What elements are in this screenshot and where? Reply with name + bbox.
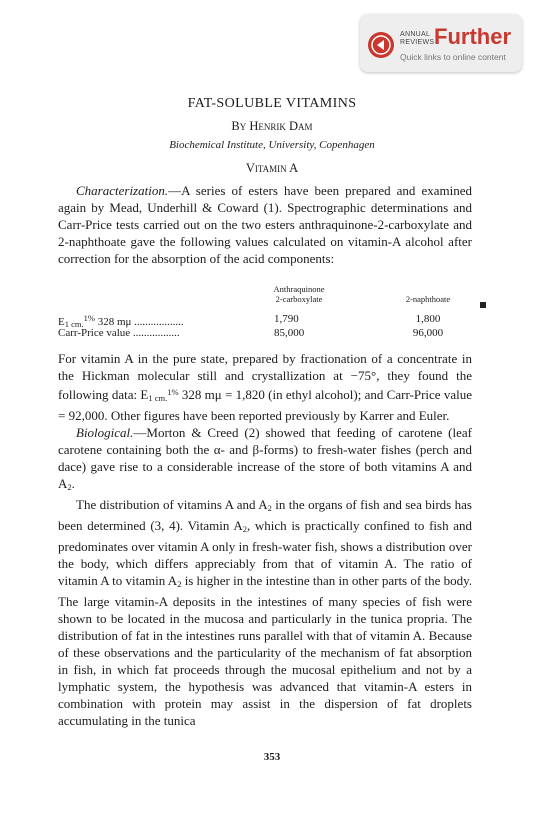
author-line: By Henrik Dam	[231, 119, 313, 133]
lead-characterization: Characterization.	[76, 183, 169, 198]
affiliation: Biochemical Institute, University, Copenhagen	[169, 139, 375, 151]
section-heading: Vitamin A	[245, 161, 299, 175]
table-header-naphthoate: 2-naphthoate	[405, 294, 451, 304]
paragraph-distribution: The distribution of vitamins A and A2 in the organs of fish and sea birds has been determined (3, 4). Vitamin A2, which is practically confined to fish and predominates over vitamin A only in fresh-water fish, shows a distribution over the body, which differs appreciably from that of vitamin A. The ratio of vitamin A to vitamin A2 is higher in the intestine than in other parts of the body. The large vitamin-A deposits in the intestines of many species of fish were shown to be located in the mucosa and particularly in the tunica propria. The distribution of fat in the intestines runs parallel with that of vitamin A. Because of these observations and the particularity of the mechanism of fat absorption in fish, in which fat proceeds through the mucosal epithelium and not by a lymphatic system, the hypothesis was advanced that vitamin-A esters in combination with protein may assist in the dispersion of fat droplets accumulating in the tunica	[58, 497, 472, 728]
body-text	[58, 350, 472, 729]
cell-value: 96,000	[412, 327, 444, 339]
table-row	[58, 327, 472, 341]
paragraph-biological: Biological.—Morton & Creed (2) showed that feeding of carotene (leaf carotene containing both the α- and β-forms) to fresh-water fishes (perch and dace) gave rise to a considerable increase of the store of both vitamins A and A2.	[58, 425, 472, 492]
paragraph-pure-state: For vitamin A in the pure state, prepared by fractionation of a concentrate in the Hickman molecular still and crystallization at −75°, they found the following data: E1 cm.$^{1\%}$ 328 mμ = 1,820 (in ethyl alcohol); and Carr-Price value = 92,000. Other figures have been reported previously by Karrer and Euler.	[58, 351, 472, 423]
lead-biological: Biological.	[76, 425, 134, 440]
annual-reviews-wordmark: ANNUAL REVIEWS	[400, 31, 435, 46]
row-label: E1 cm.$^{1\%}$ 328 mμ ..................	[58, 313, 184, 329]
row-label: Carr-Price value .................	[58, 327, 180, 339]
paragraph-text: —A series of esters have been prepared and examined again by Mead, Underhill & Coward (1). Spectrographic determinations and Carr-Price tests carried out on the two esters anthraquinone-2-carboxylate and 2-naphthoate gave the following values calculated on vitamin-A alcohol after correction for the absorption of the acid components:	[58, 183, 472, 266]
paragraph-characterization	[58, 182, 472, 267]
further-banner[interactable]	[360, 14, 522, 72]
table-header-anthraquinone: Anthraquinone 2-carboxylate	[273, 284, 325, 304]
page-number: 353	[263, 751, 281, 763]
table-row	[58, 313, 472, 327]
margin-marker	[480, 302, 486, 308]
further-subtitle: Quick links to online content	[400, 52, 506, 62]
article-title: FAT-SOLUBLE VITAMINS	[187, 96, 357, 111]
cell-value: 1,790	[274, 313, 299, 325]
further-label: Further	[434, 24, 511, 49]
cell-value: 85,000	[274, 327, 305, 339]
cell-value: 1,800	[415, 313, 441, 325]
further-logo-icon	[368, 32, 394, 58]
